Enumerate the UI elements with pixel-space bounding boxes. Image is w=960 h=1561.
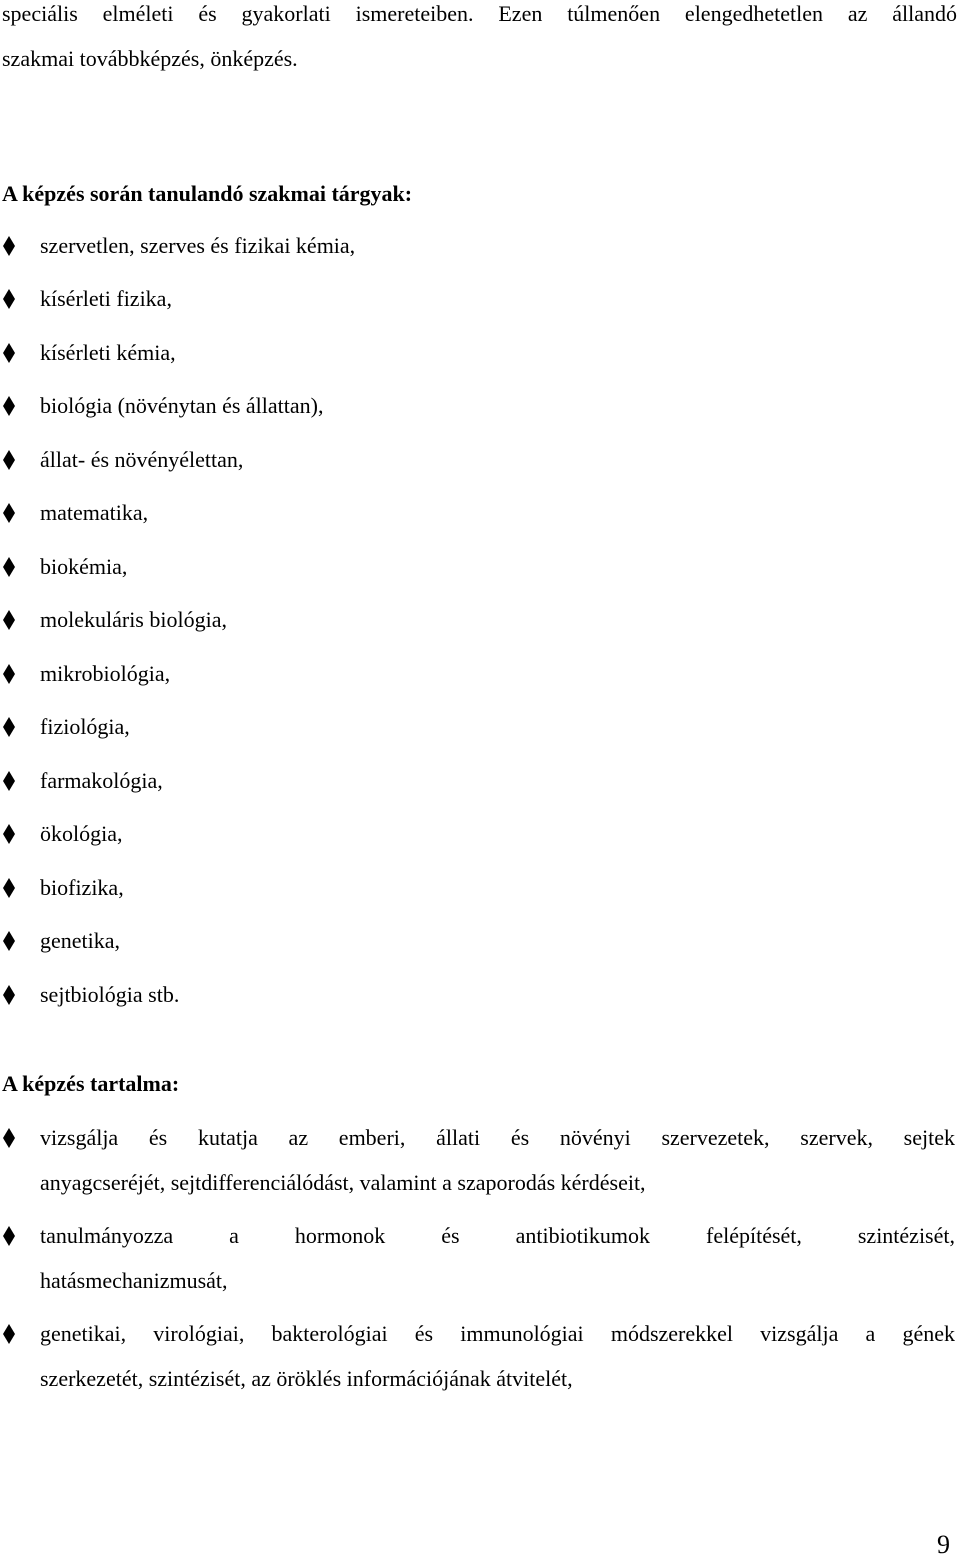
list-item-text: kísérleti fizika, <box>40 286 172 311</box>
list-item-text-line-1: vizsgálja és kutatja az emberi, állati és növényi szervezetek, szervek, sejtek <box>40 1125 955 1150</box>
list-item-text-line-2: szerkezetét, szintézisét, az öröklés információjának átvitelét, <box>40 1366 573 1391</box>
diamond-bullet-icon <box>3 289 17 311</box>
list-item-text: genetika, <box>40 928 121 953</box>
list-item-text: fiziológia, <box>40 714 130 739</box>
list-item-text: biokémia, <box>40 554 128 579</box>
intro-line-2: szakmai továbbképzés, önképzés. <box>2 46 298 71</box>
content-heading: A képzés tartalma: <box>2 1071 180 1096</box>
list-item-text: kísérleti kémia, <box>40 340 176 365</box>
diamond-bullet-icon <box>3 1226 17 1248</box>
list-item-text: biológia (növénytan és állattan), <box>40 393 324 418</box>
diamond-bullet-icon <box>3 1324 17 1346</box>
list-item-text: matematika, <box>40 500 149 525</box>
diamond-bullet-icon <box>3 717 17 739</box>
list-item-text: sejtbiológia stb. <box>40 982 180 1007</box>
page-number: 9 <box>937 1530 950 1559</box>
list-item-text: szervetlen, szerves és fizikai kémia, <box>40 233 356 258</box>
list-item-text-line-2: anyagcseréjét, sejtdifferenciálódást, valamint a szaporodás kérdéseit, <box>40 1170 646 1195</box>
diamond-bullet-icon <box>3 824 17 846</box>
list-item-text: molekuláris biológia, <box>40 607 227 632</box>
diamond-bullet-icon <box>3 664 17 686</box>
subjects-heading: A képzés során tanulandó szakmai tárgyak: <box>2 181 413 206</box>
list-item-text: mikrobiológia, <box>40 661 171 686</box>
diamond-bullet-icon <box>3 610 17 632</box>
diamond-bullet-icon <box>3 343 17 365</box>
diamond-bullet-icon <box>3 771 17 793</box>
list-item-text-line-2: hatásmechanizmusát, <box>40 1268 228 1293</box>
diamond-bullet-icon <box>3 450 17 472</box>
list-item-text: állat- és növényélettan, <box>40 447 244 472</box>
list-item-text: farmakológia, <box>40 768 163 793</box>
diamond-bullet-icon <box>3 985 17 1007</box>
intro-line-1: speciális elméleti és gyakorlati ismereteiben. Ezen túlmenően elengedhetetlen az állandó <box>2 1 957 26</box>
diamond-bullet-icon <box>3 557 17 579</box>
diamond-bullet-icon <box>3 503 17 525</box>
diamond-bullet-icon <box>3 931 17 953</box>
list-item-text-line-1: tanulmányozza a hormonok és antibiotikumok felépítését, szintézisét, <box>40 1223 955 1248</box>
diamond-bullet-icon <box>3 396 17 418</box>
list-item-text: biofizika, <box>40 875 124 900</box>
diamond-bullet-icon <box>3 236 17 258</box>
diamond-bullet-icon <box>3 878 17 900</box>
list-item-text-line-1: genetikai, virológiai, bakterológiai és immunológiai módszerekkel vizsgálja a gének <box>40 1321 955 1346</box>
list-item-text: ökológia, <box>40 821 123 846</box>
diamond-bullet-icon <box>3 1128 17 1150</box>
